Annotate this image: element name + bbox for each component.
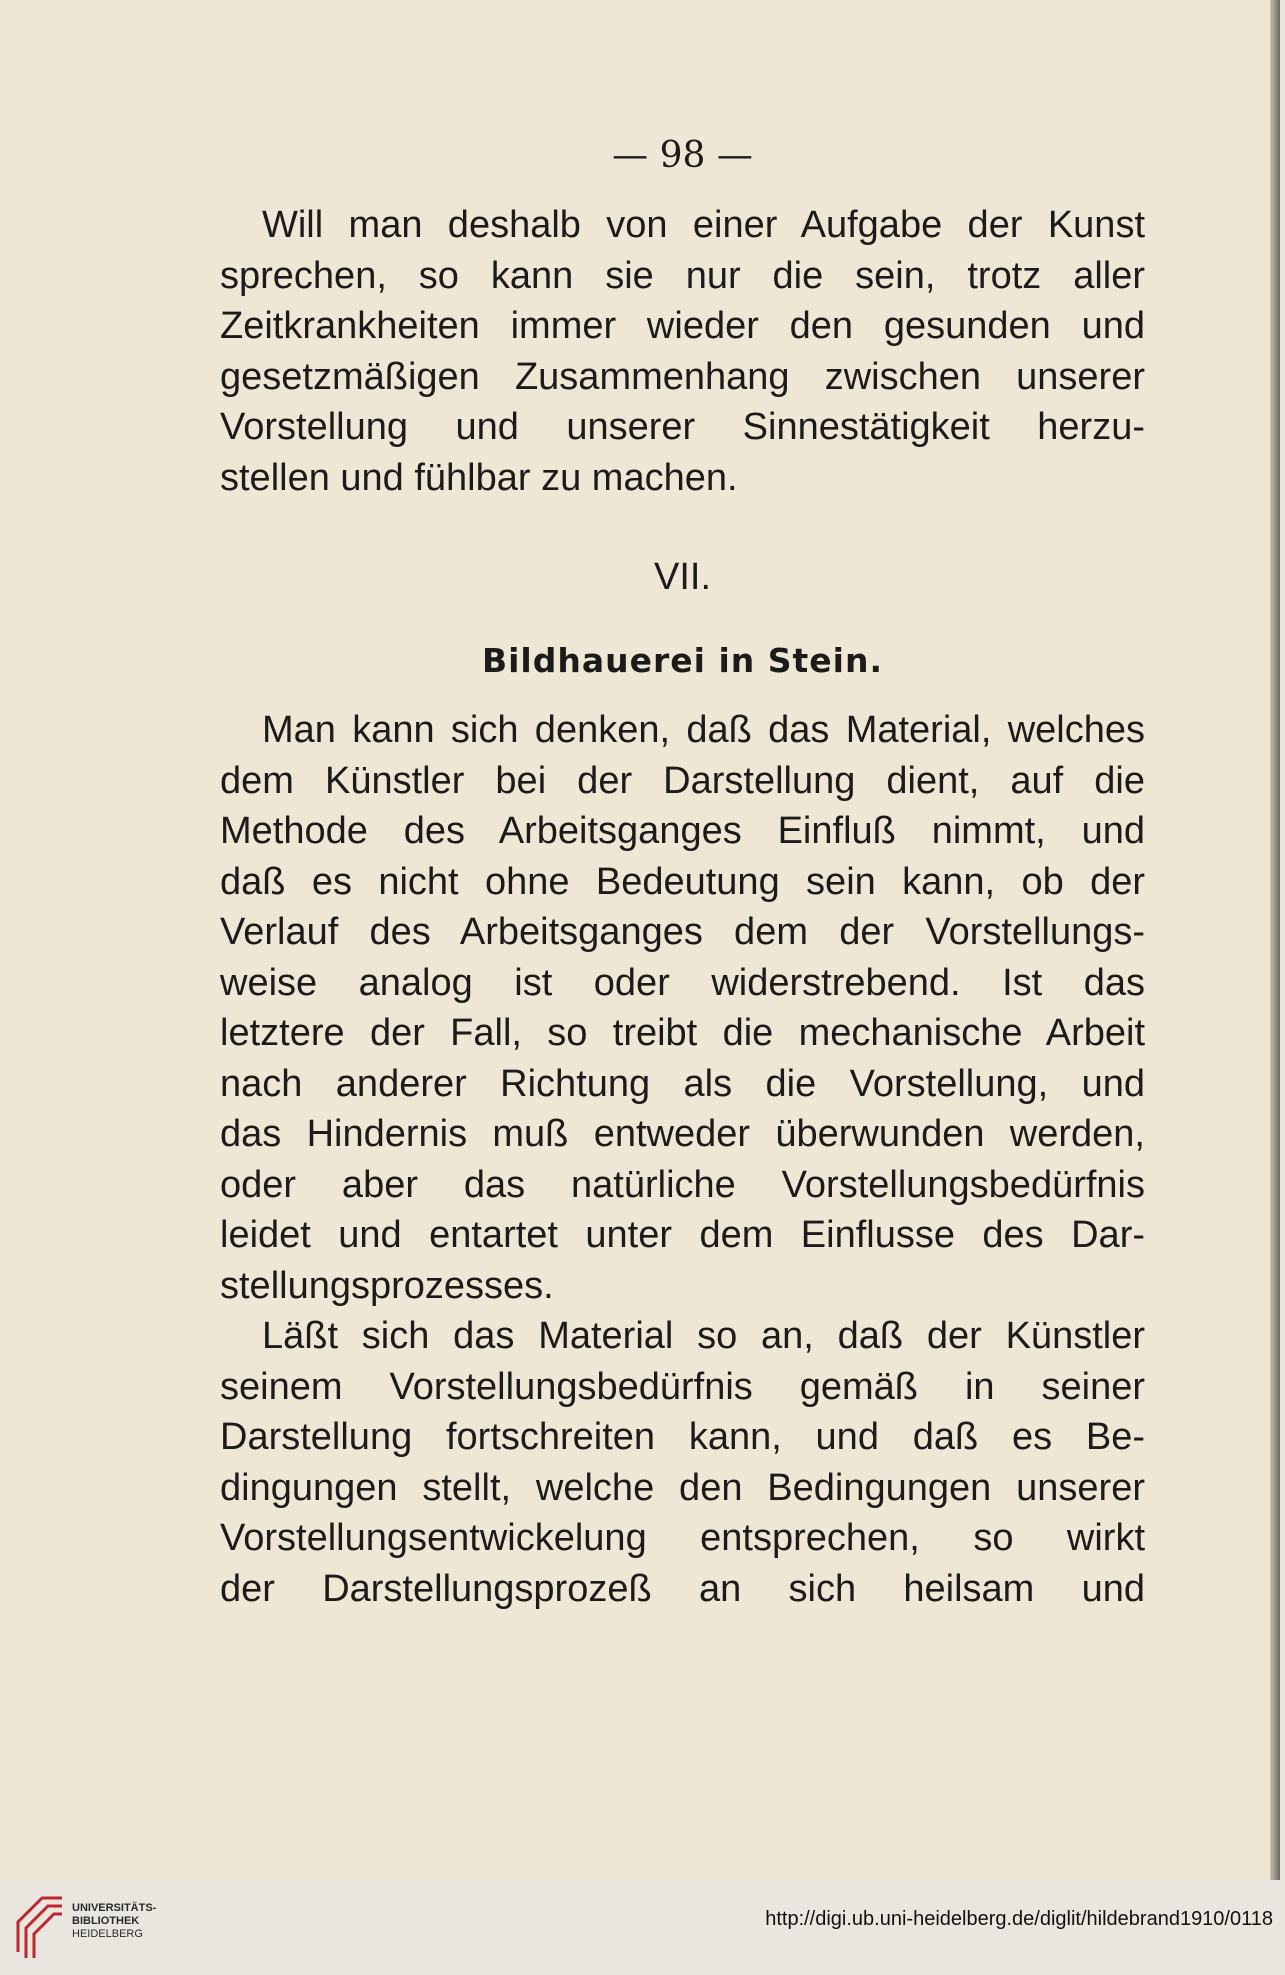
text-line: der Darstellungsprozeß an sich heilsam und	[220, 1567, 1145, 1610]
text-line: sprechen, so kann sie nur die sein, trotz aller	[220, 254, 1145, 297]
text-line: stellen und fühlbar zu machen.	[220, 456, 738, 499]
page-edge-shadow	[1270, 0, 1280, 1880]
text-line: Vorstellungsentwickelung entsprechen, so wirkt	[220, 1517, 1145, 1559]
text-line: Will man deshalb von einer Aufgabe der Kunst	[262, 204, 1145, 246]
section-title: Bildhauerei in Stein.	[481, 641, 884, 680]
footer-bar	[0, 1880, 1285, 1975]
text-line: leidet und entartet unter dem Einflusse des Dar-	[220, 1214, 1145, 1256]
text-line: das Hindernis muß entweder überwunden werden,	[220, 1113, 1145, 1155]
text-line: Verlauf des Arbeitsganges dem der Vorstellungs-	[220, 911, 1145, 953]
text-line: Darstellung fortschreiten kann, und daß es Be-	[220, 1416, 1145, 1458]
paragraph-3	[220, 1311, 1145, 1614]
text-line: Zeitkrankheiten immer wieder den gesunden und	[220, 305, 1145, 347]
text-line: dem Künstler bei der Darstellung dient, auf die	[220, 759, 1145, 802]
text-line: stellungsprozesses.	[220, 1264, 554, 1307]
page-text	[220, 128, 1145, 1614]
text-line: seinem Vorstellungsbedürfnis gemäß in seiner	[220, 1365, 1145, 1408]
text-line: Man kann sich denken, daß das Material, welches	[262, 709, 1145, 751]
library-name	[72, 1902, 156, 1941]
logo-strokes	[18, 1898, 62, 1958]
text-line: gesetzmäßigen Zusammenhang zwischen unserer	[220, 355, 1145, 398]
text-line: dingungen stellt, welche den Bedingungen unserer	[220, 1466, 1145, 1509]
text-line: oder aber das natürliche Vorstellungsbedürfnis	[220, 1163, 1145, 1206]
text-line: letztere der Fall, so treibt die mechanische Arbeit	[220, 1012, 1145, 1054]
library-line-1: UNIVERSITÄTS-	[72, 1902, 157, 1914]
text-line: Läßt sich das Material so an, daß der Künstler	[262, 1315, 1145, 1357]
text-line: nach anderer Richtung als die Vorstellung, und	[220, 1062, 1145, 1105]
text-line: daß es nicht ohne Bedeutung sein kann, ob der	[220, 860, 1145, 903]
page-number: — 98 —	[612, 135, 753, 176]
library-line-2: BIBLIOTHEK	[72, 1915, 140, 1927]
library-logo-icon	[12, 1892, 68, 1962]
section-numeral: VII.	[653, 556, 712, 598]
library-line-3: HEIDELBERG	[72, 1928, 143, 1940]
paragraph-1	[220, 200, 1145, 503]
paragraph-2	[220, 705, 1145, 1311]
text-line: Vorstellung und unserer Sinnestätigkeit herzu-	[220, 406, 1145, 448]
text-line: Methode des Arbeitsganges Einfluß nimmt, und	[220, 810, 1145, 852]
text-line: weise analog ist oder widerstrebend. Ist das	[220, 961, 1145, 1004]
source-url[interactable]: http://digi.ub.uni-heidelberg.de/diglit/hildebrand1910/0118	[765, 1908, 1273, 1930]
